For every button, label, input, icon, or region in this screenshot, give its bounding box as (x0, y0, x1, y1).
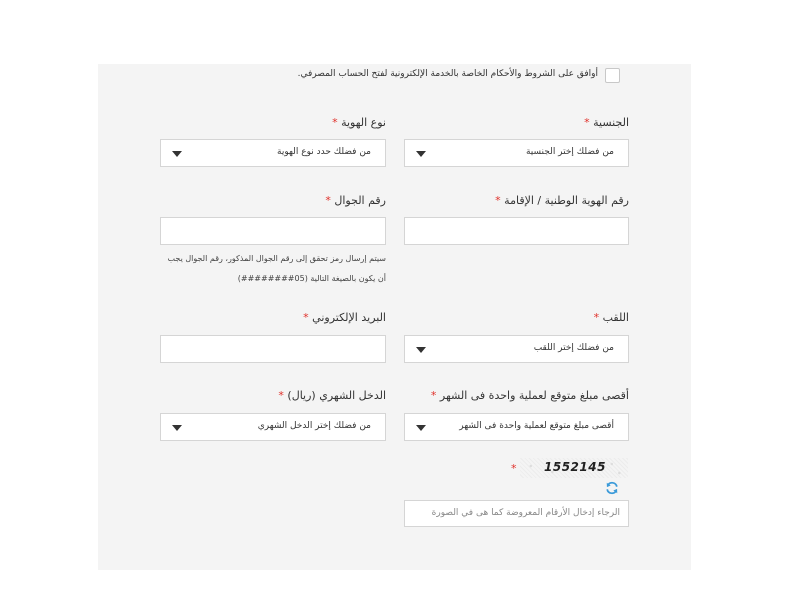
id-type-label: نوع الهوية * (332, 116, 386, 129)
captcha-code: 1552145 (544, 460, 606, 474)
max-amount-select-value: أقصى مبلغ متوقع لعملية واحدة فى الشهر (459, 421, 614, 431)
monthly-income-label: الدخل الشهري (ريال) * (278, 389, 386, 402)
caret-down-icon (416, 347, 426, 353)
captcha-input-placeholder: الرجاء إدخال الأرقام المعروضة كما هى في الصورة (431, 508, 620, 518)
id-type-select-value: من فضلك حدد نوع الهوية (277, 147, 371, 157)
title-label: اللقب * (593, 311, 629, 324)
nationality-select-value: من فضلك إختر الجنسية (525, 147, 614, 157)
terms-label: أوافق على الشروط والأحكام الخاصة بالخدمة الإلكترونية لفتح الحساب المصرفي. (297, 69, 598, 79)
caret-down-icon (416, 151, 426, 157)
caret-down-icon (172, 425, 182, 431)
title-select-value: من فضلك إختر اللقب (533, 343, 614, 353)
national-id-label: رقم الهوية الوطنية / الإقامة * (495, 194, 629, 207)
max-amount-label: أقصى مبلغ متوقع لعملية واحدة فى الشهر * (430, 389, 629, 402)
nationality-label: الجنسية * (584, 116, 629, 129)
mobile-input[interactable] (160, 217, 386, 245)
caret-down-icon (172, 151, 182, 157)
caret-down-icon (416, 425, 426, 431)
id-type-select[interactable] (160, 139, 386, 167)
email-input[interactable] (160, 335, 386, 363)
monthly-income-select-value: من فضلك إختر الدخل الشهري (257, 421, 371, 431)
refresh-icon[interactable] (605, 481, 619, 495)
monthly-income-select[interactable] (160, 413, 386, 441)
national-id-input[interactable] (404, 217, 629, 245)
nationality-select[interactable] (404, 139, 629, 167)
captcha-image (520, 458, 628, 478)
mobile-hint-line1: سيتم إرسال رمز تحقق إلى رقم الجوال المذكور، رقم الجوال يجب (167, 254, 386, 263)
max-amount-select[interactable] (404, 413, 629, 441)
terms-checkbox[interactable] (605, 68, 620, 83)
mobile-hint-line2: أن يكون بالصيغة التالية (05########) (237, 274, 386, 283)
email-label: البريد الإلكتروني * (303, 311, 386, 324)
mobile-label: رقم الجوال * (325, 194, 386, 207)
captcha-required-mark: * (511, 462, 517, 475)
title-select[interactable] (404, 335, 629, 363)
captcha-input[interactable] (404, 500, 629, 527)
